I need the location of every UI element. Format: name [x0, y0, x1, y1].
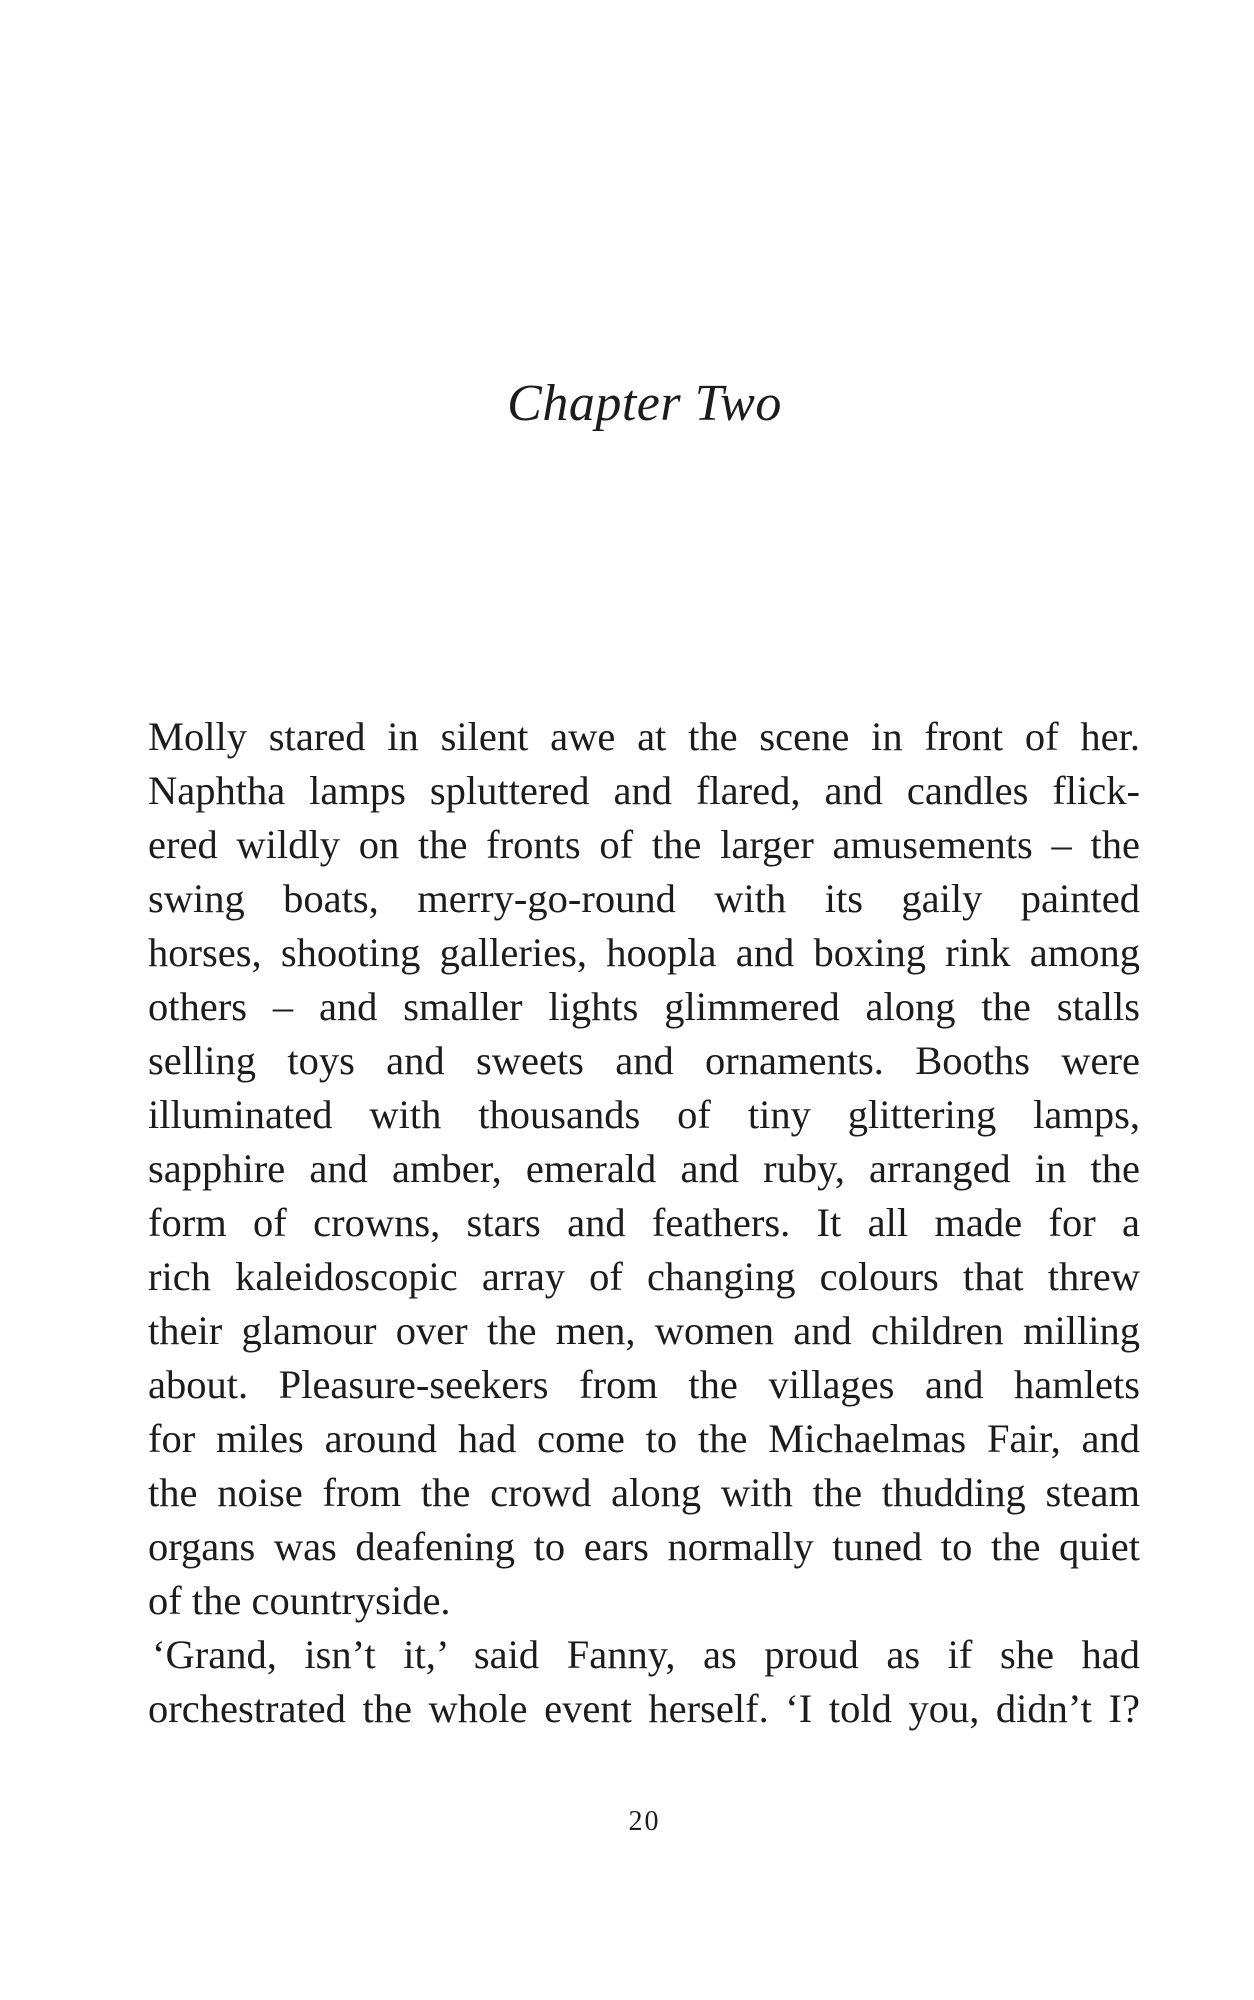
text-line: form of crowns, stars and feathers. It all made for a [148, 1200, 1140, 1245]
text-line: about. Pleasure-seekers from the villages and hamlets [148, 1362, 1140, 1407]
text-line: Molly stared in silent awe at the scene in front of her. [148, 714, 1140, 759]
paragraph-last-line: of the countryside. [148, 1578, 451, 1623]
text-line: rich kaleidoscopic array of changing colours that threw [148, 1254, 1140, 1299]
text-line: for miles around had come to the Michaelmas Fair, and [148, 1416, 1140, 1461]
text-line: sapphire and amber, emerald and ruby, arranged in the [148, 1146, 1140, 1191]
chapter-title: Chapter Two [507, 375, 782, 432]
body-text [148, 710, 1140, 1736]
text-line: Naphtha lamps spluttered and flared, and candles flick- [148, 768, 1140, 813]
text-line: the noise from the crowd along with the thudding steam [148, 1470, 1140, 1515]
page-number: 20 [628, 1806, 661, 1837]
text-line: their glamour over the men, women and children milling [148, 1308, 1140, 1353]
text-line: ered wildly on the fronts of the larger amusements – the [148, 822, 1140, 867]
text-line: horses, shooting galleries, hoopla and boxing rink among [148, 930, 1140, 975]
text-line: orchestrated the whole event herself. ‘I told you, didn’t I? [148, 1686, 1140, 1731]
text-line: ‘Grand, isn’t it,’ said Fanny, as proud as if she had [152, 1632, 1140, 1677]
text-line: selling toys and sweets and ornaments. Booths were [148, 1038, 1140, 1083]
text-line: swing boats, merry-go-round with its gaily painted [148, 876, 1140, 921]
text-line: illuminated with thousands of tiny glittering lamps, [148, 1092, 1140, 1137]
text-line: others – and smaller lights glimmered along the stalls [148, 984, 1140, 1029]
text-line: organs was deafening to ears normally tuned to the quiet [148, 1524, 1140, 1569]
